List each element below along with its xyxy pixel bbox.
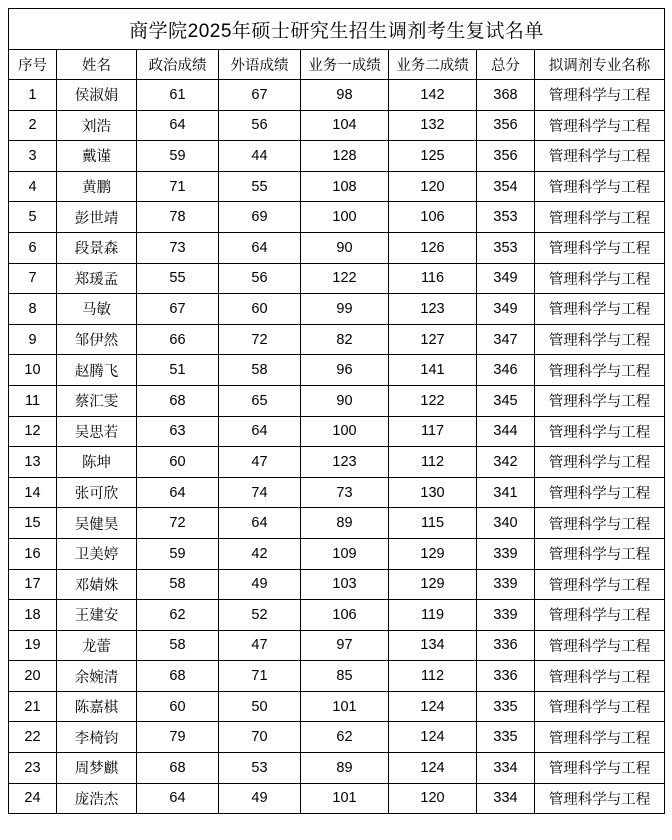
table-body xyxy=(9,9,665,814)
cell-politics: 51 xyxy=(137,355,219,386)
cell-seq: 21 xyxy=(9,691,57,722)
table-row xyxy=(9,355,665,386)
cell-subject-one: 85 xyxy=(301,661,389,692)
cell-subject-two: 132 xyxy=(389,110,477,141)
cell-politics: 59 xyxy=(137,538,219,569)
cell-subject-two: 130 xyxy=(389,477,477,508)
cell-subject-two: 115 xyxy=(389,508,477,539)
cell-name: 彭世靖 xyxy=(57,202,137,233)
table-row xyxy=(9,783,665,814)
cell-seq: 2 xyxy=(9,110,57,141)
cell-politics: 68 xyxy=(137,661,219,692)
cell-seq: 10 xyxy=(9,355,57,386)
cell-foreign-language: 64 xyxy=(219,508,301,539)
cell-seq: 11 xyxy=(9,385,57,416)
cell-politics: 67 xyxy=(137,294,219,325)
cell-major: 管理科学与工程 xyxy=(535,783,665,814)
column-header-subject-one: 业务一成绩 xyxy=(301,50,389,80)
cell-name: 卫美婷 xyxy=(57,538,137,569)
cell-major: 管理科学与工程 xyxy=(535,171,665,202)
cell-foreign-language: 69 xyxy=(219,202,301,233)
column-header-major: 拟调剂专业名称 xyxy=(535,50,665,80)
title-row xyxy=(9,9,665,50)
cell-name: 吴健昊 xyxy=(57,508,137,539)
cell-subject-one: 90 xyxy=(301,232,389,263)
cell-name: 李椅钧 xyxy=(57,722,137,753)
cell-subject-one: 62 xyxy=(301,722,389,753)
cell-subject-two: 134 xyxy=(389,630,477,661)
cell-name: 戴谨 xyxy=(57,141,137,172)
cell-politics: 73 xyxy=(137,232,219,263)
cell-major: 管理科学与工程 xyxy=(535,661,665,692)
cell-seq: 8 xyxy=(9,294,57,325)
cell-seq: 18 xyxy=(9,600,57,631)
cell-foreign-language: 64 xyxy=(219,416,301,447)
cell-foreign-language: 56 xyxy=(219,110,301,141)
cell-foreign-language: 60 xyxy=(219,294,301,325)
cell-seq: 15 xyxy=(9,508,57,539)
cell-name: 张可欣 xyxy=(57,477,137,508)
cell-subject-two: 119 xyxy=(389,600,477,631)
cell-subject-two: 125 xyxy=(389,141,477,172)
table-row xyxy=(9,600,665,631)
cell-subject-one: 89 xyxy=(301,508,389,539)
cell-subject-two: 122 xyxy=(389,385,477,416)
table-row xyxy=(9,232,665,263)
cell-name: 陈坤 xyxy=(57,447,137,478)
cell-seq: 14 xyxy=(9,477,57,508)
cell-foreign-language: 56 xyxy=(219,263,301,294)
cell-subject-two: 112 xyxy=(389,661,477,692)
cell-total: 353 xyxy=(477,232,535,263)
cell-name: 黄鹏 xyxy=(57,171,137,202)
cell-subject-two: 106 xyxy=(389,202,477,233)
cell-major: 管理科学与工程 xyxy=(535,324,665,355)
cell-subject-one: 99 xyxy=(301,294,389,325)
cell-major: 管理科学与工程 xyxy=(535,294,665,325)
cell-politics: 66 xyxy=(137,324,219,355)
cell-politics: 64 xyxy=(137,783,219,814)
cell-total: 336 xyxy=(477,630,535,661)
cell-total: 339 xyxy=(477,569,535,600)
cell-subject-one: 100 xyxy=(301,416,389,447)
cell-name: 周梦麒 xyxy=(57,753,137,784)
table-row xyxy=(9,538,665,569)
table-row xyxy=(9,508,665,539)
cell-foreign-language: 58 xyxy=(219,355,301,386)
cell-seq: 9 xyxy=(9,324,57,355)
cell-name: 马敏 xyxy=(57,294,137,325)
cell-major: 管理科学与工程 xyxy=(535,600,665,631)
cell-foreign-language: 65 xyxy=(219,385,301,416)
cell-foreign-language: 44 xyxy=(219,141,301,172)
cell-politics: 79 xyxy=(137,722,219,753)
cell-subject-two: 141 xyxy=(389,355,477,386)
table-row xyxy=(9,753,665,784)
cell-politics: 78 xyxy=(137,202,219,233)
cell-name: 吴思若 xyxy=(57,416,137,447)
cell-total: 346 xyxy=(477,355,535,386)
cell-name: 侯淑娟 xyxy=(57,80,137,111)
cell-subject-one: 128 xyxy=(301,141,389,172)
cell-politics: 64 xyxy=(137,477,219,508)
cell-name: 王建安 xyxy=(57,600,137,631)
cell-foreign-language: 70 xyxy=(219,722,301,753)
cell-total: 347 xyxy=(477,324,535,355)
cell-subject-two: 124 xyxy=(389,691,477,722)
cell-foreign-language: 64 xyxy=(219,232,301,263)
cell-seq: 6 xyxy=(9,232,57,263)
cell-politics: 60 xyxy=(137,447,219,478)
cell-total: 339 xyxy=(477,600,535,631)
cell-foreign-language: 49 xyxy=(219,783,301,814)
table-row xyxy=(9,324,665,355)
cell-major: 管理科学与工程 xyxy=(535,263,665,294)
cell-subject-two: 112 xyxy=(389,447,477,478)
cell-seq: 22 xyxy=(9,722,57,753)
table-row xyxy=(9,385,665,416)
cell-total: 349 xyxy=(477,263,535,294)
cell-foreign-language: 47 xyxy=(219,630,301,661)
column-header-seq: 序号 xyxy=(9,50,57,80)
cell-foreign-language: 50 xyxy=(219,691,301,722)
cell-foreign-language: 42 xyxy=(219,538,301,569)
cell-politics: 59 xyxy=(137,141,219,172)
cell-subject-two: 117 xyxy=(389,416,477,447)
cell-major: 管理科学与工程 xyxy=(535,447,665,478)
table-row xyxy=(9,263,665,294)
cell-seq: 17 xyxy=(9,569,57,600)
cell-subject-two: 124 xyxy=(389,753,477,784)
cell-subject-one: 104 xyxy=(301,110,389,141)
table-row xyxy=(9,110,665,141)
cell-total: 356 xyxy=(477,141,535,172)
cell-subject-one: 106 xyxy=(301,600,389,631)
cell-politics: 60 xyxy=(137,691,219,722)
cell-seq: 23 xyxy=(9,753,57,784)
cell-foreign-language: 53 xyxy=(219,753,301,784)
table-row xyxy=(9,477,665,508)
cell-politics: 61 xyxy=(137,80,219,111)
cell-major: 管理科学与工程 xyxy=(535,141,665,172)
cell-subject-one: 108 xyxy=(301,171,389,202)
cell-major: 管理科学与工程 xyxy=(535,232,665,263)
cell-foreign-language: 74 xyxy=(219,477,301,508)
cell-total: 368 xyxy=(477,80,535,111)
table-row xyxy=(9,447,665,478)
cell-foreign-language: 55 xyxy=(219,171,301,202)
cell-total: 334 xyxy=(477,753,535,784)
cell-major: 管理科学与工程 xyxy=(535,80,665,111)
cell-name: 邹伊然 xyxy=(57,324,137,355)
cell-foreign-language: 47 xyxy=(219,447,301,478)
table-row xyxy=(9,294,665,325)
cell-subject-one: 101 xyxy=(301,783,389,814)
cell-total: 335 xyxy=(477,722,535,753)
cell-total: 344 xyxy=(477,416,535,447)
cell-subject-one: 100 xyxy=(301,202,389,233)
cell-name: 蔡汇雯 xyxy=(57,385,137,416)
cell-major: 管理科学与工程 xyxy=(535,722,665,753)
cell-major: 管理科学与工程 xyxy=(535,753,665,784)
cell-subject-one: 96 xyxy=(301,355,389,386)
cell-subject-one: 103 xyxy=(301,569,389,600)
cell-politics: 63 xyxy=(137,416,219,447)
cell-major: 管理科学与工程 xyxy=(535,538,665,569)
cell-total: 335 xyxy=(477,691,535,722)
cell-major: 管理科学与工程 xyxy=(535,569,665,600)
table-row xyxy=(9,202,665,233)
cell-politics: 58 xyxy=(137,630,219,661)
cell-politics: 62 xyxy=(137,600,219,631)
cell-seq: 24 xyxy=(9,783,57,814)
column-header-politics: 政治成绩 xyxy=(137,50,219,80)
cell-foreign-language: 67 xyxy=(219,80,301,111)
cell-total: 336 xyxy=(477,661,535,692)
cell-subject-one: 89 xyxy=(301,753,389,784)
cell-seq: 3 xyxy=(9,141,57,172)
cell-subject-two: 129 xyxy=(389,569,477,600)
cell-major: 管理科学与工程 xyxy=(535,630,665,661)
cell-politics: 71 xyxy=(137,171,219,202)
admission-list-table xyxy=(8,8,665,814)
table-row xyxy=(9,691,665,722)
cell-politics: 68 xyxy=(137,385,219,416)
cell-foreign-language: 71 xyxy=(219,661,301,692)
column-header-subject-two: 业务二成绩 xyxy=(389,50,477,80)
cell-major: 管理科学与工程 xyxy=(535,477,665,508)
column-header-total: 总分 xyxy=(477,50,535,80)
cell-politics: 55 xyxy=(137,263,219,294)
cell-seq: 20 xyxy=(9,661,57,692)
cell-subject-one: 122 xyxy=(301,263,389,294)
cell-subject-one: 123 xyxy=(301,447,389,478)
cell-total: 349 xyxy=(477,294,535,325)
cell-seq: 19 xyxy=(9,630,57,661)
cell-foreign-language: 49 xyxy=(219,569,301,600)
cell-subject-two: 126 xyxy=(389,232,477,263)
cell-total: 340 xyxy=(477,508,535,539)
cell-total: 354 xyxy=(477,171,535,202)
table-row xyxy=(9,141,665,172)
table-row xyxy=(9,630,665,661)
table-row xyxy=(9,171,665,202)
cell-seq: 4 xyxy=(9,171,57,202)
cell-name: 赵腾飞 xyxy=(57,355,137,386)
cell-total: 342 xyxy=(477,447,535,478)
cell-politics: 72 xyxy=(137,508,219,539)
cell-subject-two: 124 xyxy=(389,722,477,753)
cell-politics: 64 xyxy=(137,110,219,141)
cell-total: 356 xyxy=(477,110,535,141)
cell-seq: 16 xyxy=(9,538,57,569)
cell-name: 庞浩杰 xyxy=(57,783,137,814)
cell-subject-one: 98 xyxy=(301,80,389,111)
cell-subject-one: 90 xyxy=(301,385,389,416)
cell-subject-two: 129 xyxy=(389,538,477,569)
cell-major: 管理科学与工程 xyxy=(535,355,665,386)
cell-subject-two: 127 xyxy=(389,324,477,355)
cell-name: 陈嘉棋 xyxy=(57,691,137,722)
cell-politics: 58 xyxy=(137,569,219,600)
cell-major: 管理科学与工程 xyxy=(535,691,665,722)
cell-major: 管理科学与工程 xyxy=(535,202,665,233)
cell-subject-one: 109 xyxy=(301,538,389,569)
table-row xyxy=(9,569,665,600)
column-header-foreign-language: 外语成绩 xyxy=(219,50,301,80)
table-row xyxy=(9,661,665,692)
cell-subject-two: 123 xyxy=(389,294,477,325)
cell-total: 345 xyxy=(477,385,535,416)
cell-name: 邓婧姝 xyxy=(57,569,137,600)
cell-major: 管理科学与工程 xyxy=(535,508,665,539)
cell-major: 管理科学与工程 xyxy=(535,110,665,141)
cell-subject-one: 82 xyxy=(301,324,389,355)
cell-subject-two: 120 xyxy=(389,171,477,202)
table-row xyxy=(9,416,665,447)
cell-subject-one: 97 xyxy=(301,630,389,661)
cell-major: 管理科学与工程 xyxy=(535,416,665,447)
table-row xyxy=(9,722,665,753)
cell-foreign-language: 72 xyxy=(219,324,301,355)
cell-total: 339 xyxy=(477,538,535,569)
cell-politics: 68 xyxy=(137,753,219,784)
cell-name: 余婉清 xyxy=(57,661,137,692)
cell-seq: 13 xyxy=(9,447,57,478)
cell-seq: 7 xyxy=(9,263,57,294)
cell-name: 郑瑗孟 xyxy=(57,263,137,294)
cell-subject-one: 73 xyxy=(301,477,389,508)
cell-subject-one: 101 xyxy=(301,691,389,722)
cell-seq: 12 xyxy=(9,416,57,447)
table-row xyxy=(9,80,665,111)
cell-name: 刘浩 xyxy=(57,110,137,141)
cell-subject-two: 120 xyxy=(389,783,477,814)
column-header-name: 姓名 xyxy=(57,50,137,80)
cell-subject-two: 116 xyxy=(389,263,477,294)
cell-foreign-language: 52 xyxy=(219,600,301,631)
table-header-row xyxy=(9,50,665,80)
cell-total: 334 xyxy=(477,783,535,814)
page-title: 商学院2025年硕士研究生招生调剂考生复试名单 xyxy=(9,9,665,50)
cell-name: 段景森 xyxy=(57,232,137,263)
cell-seq: 1 xyxy=(9,80,57,111)
cell-total: 341 xyxy=(477,477,535,508)
cell-subject-two: 142 xyxy=(389,80,477,111)
cell-major: 管理科学与工程 xyxy=(535,385,665,416)
cell-name: 龙蕾 xyxy=(57,630,137,661)
cell-total: 353 xyxy=(477,202,535,233)
cell-seq: 5 xyxy=(9,202,57,233)
